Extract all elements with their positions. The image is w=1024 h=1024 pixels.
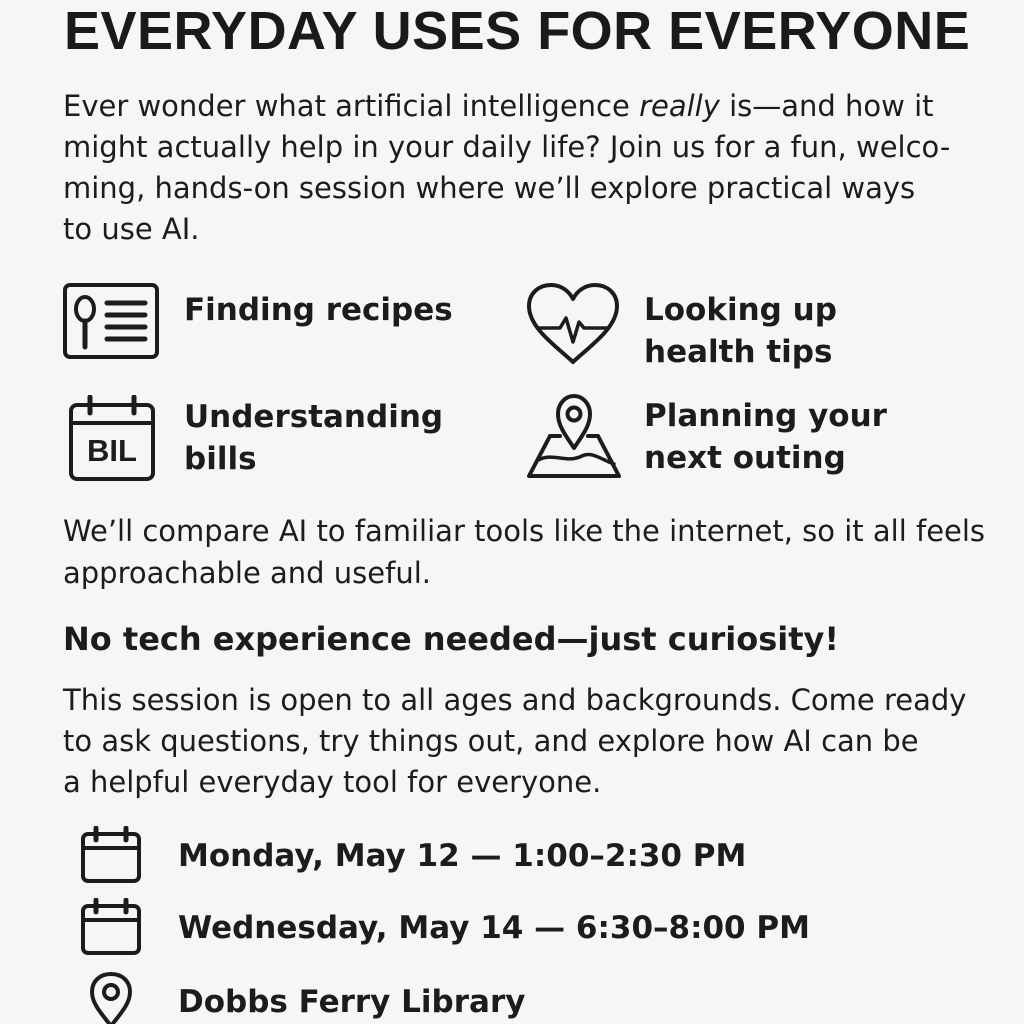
compare-paragraph [63,510,993,594]
intro-emphasis: really [639,89,720,123]
event-session-1 [80,826,980,886]
feature-label-line-2: bills [184,441,257,477]
feature-understanding-bills [68,395,488,485]
section-subheading: No tech experience needed—just curiosity! [63,620,839,658]
event-session-2 [80,898,980,958]
page-title: EVERYDAY USES FOR EVERYONE [64,1,971,61]
intro-text: is—and how it [719,89,934,123]
recipe-card-icon [63,283,159,361]
intro-text: Ever wonder what artificial intelligence [63,89,640,123]
feature-label-line-1: Finding recipes [184,292,453,328]
open-info-line-2: to ask questions, try things out, and explore how AI can be [63,724,919,758]
heart-pulse-icon [526,282,620,366]
feature-finding-recipes [63,283,483,363]
bill-icon-text: BIL [87,433,137,468]
feature-label [184,396,443,480]
feature-label [644,289,837,373]
event-datetime: Monday, May 12 — 1:00–2:30 PM [178,838,747,874]
open-info-paragraph [63,680,993,803]
feature-label [644,395,887,479]
calendar-icon [80,898,142,956]
feature-label-line-2: health tips [644,334,833,370]
open-info-line-1: This session is open to all ages and backgrounds. Come ready [63,683,967,717]
intro-line-3: ming, hands-on session where we’ll explore practical ways [63,171,916,205]
map-pin-icon [526,390,622,480]
intro-line-4: to use AI. [63,212,200,246]
feature-label-line-1: Looking up [644,292,837,328]
feature-label-line-1: Understanding [184,399,444,435]
feature-label-line-2: next outing [644,440,846,476]
open-info-line-3: a helpful everyday tool for everyone. [63,765,602,799]
location-pin-icon [80,972,142,1024]
compare-line-1: We’ll compare AI to familiar tools like the internet, so it all feels [63,514,986,548]
event-datetime: Wednesday, May 14 — 6:30–8:00 PM [178,910,810,946]
compare-line-2: approachable and useful. [63,556,431,590]
event-location [80,972,980,1024]
feature-label-line-1: Planning your [644,398,887,434]
feature-planning-outing [526,390,966,482]
intro-line-1 [63,86,963,127]
feature-health-tips [526,282,966,372]
intro-paragraph [63,86,963,250]
calendar-icon [80,826,142,884]
event-location-name: Dobbs Ferry Library [178,984,526,1020]
feature-label [184,289,453,331]
intro-line-2: might actually help in your daily life? Join us for a fun, welco- [63,130,951,164]
